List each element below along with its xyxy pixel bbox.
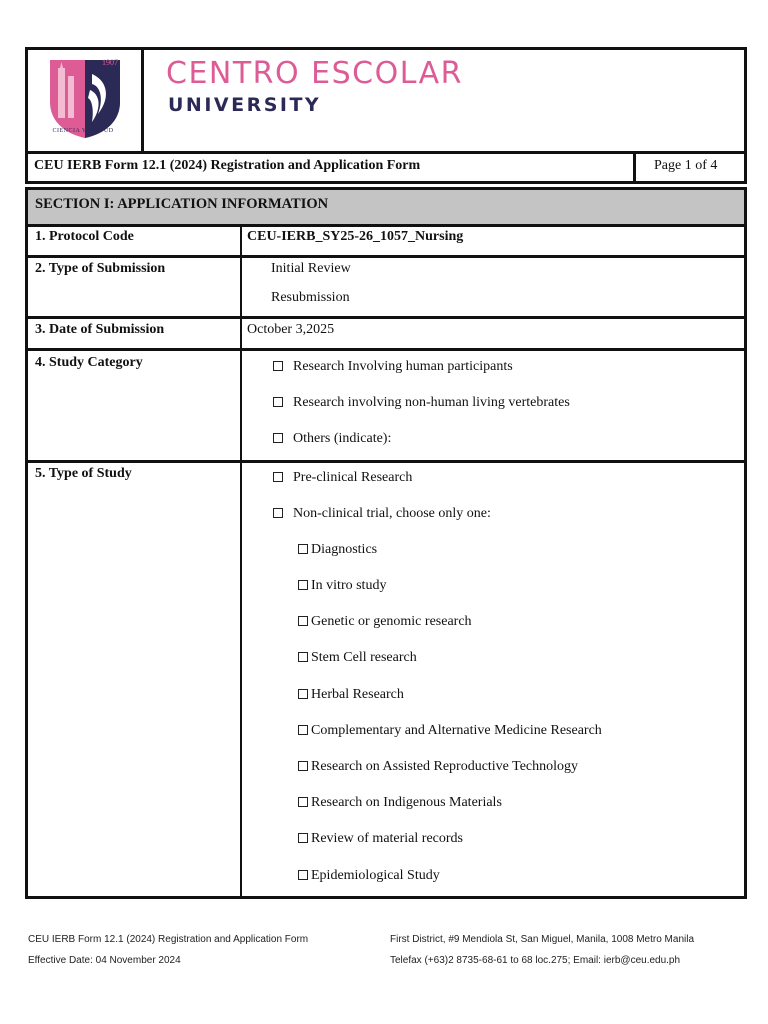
row-divider bbox=[28, 255, 744, 258]
section-header bbox=[28, 190, 744, 227]
subtype-label: Diagnostics bbox=[311, 542, 378, 557]
checkbox-icon[interactable] bbox=[273, 397, 283, 407]
checkbox-icon[interactable] bbox=[298, 544, 308, 554]
form-title: CEU IERB Form 12.1 (2024) Registration and Application Form bbox=[34, 158, 421, 173]
page-number-cell bbox=[633, 154, 744, 184]
study-option-preclinical[interactable] bbox=[273, 470, 412, 486]
subtype-herbal[interactable] bbox=[298, 687, 404, 703]
category-option-label: Research involving non-human living vertebrates bbox=[293, 395, 570, 410]
form-title-row bbox=[28, 151, 744, 184]
subtype-stem-cell[interactable] bbox=[298, 650, 417, 666]
category-option-label: Others (indicate): bbox=[293, 431, 392, 446]
checkbox-icon[interactable] bbox=[298, 833, 308, 843]
page-number: Page 1 of 4 bbox=[654, 158, 718, 173]
submission-type-label: 2. Type of Submission bbox=[35, 261, 166, 276]
footer-form-name: CEU IERB Form 12.1 (2024) Registration and Application Form bbox=[28, 934, 309, 945]
subtype-indigenous[interactable] bbox=[298, 795, 502, 811]
section-title: SECTION I: APPLICATION INFORMATION bbox=[35, 196, 329, 212]
study-option-label: Pre-clinical Research bbox=[293, 470, 413, 485]
checkbox-icon[interactable] bbox=[273, 361, 283, 371]
subtype-label: Epidemiological Study bbox=[311, 868, 440, 883]
study-option-nonclinical[interactable] bbox=[273, 506, 491, 522]
subtype-label: Complementary and Alternative Medicine Research bbox=[311, 723, 602, 738]
row-divider bbox=[28, 348, 744, 351]
study-option-label: Non-clinical trial, choose only one: bbox=[293, 506, 491, 521]
category-option-others[interactable] bbox=[273, 431, 391, 447]
checkbox-icon[interactable] bbox=[298, 725, 308, 735]
checkbox-icon[interactable] bbox=[298, 870, 308, 880]
subtype-reproductive[interactable] bbox=[298, 759, 578, 775]
category-option-human[interactable] bbox=[273, 359, 513, 375]
logo-cell bbox=[28, 50, 144, 151]
subtype-epidemiological[interactable] bbox=[298, 868, 440, 884]
column-divider bbox=[240, 224, 242, 896]
checkbox-icon[interactable] bbox=[273, 472, 283, 482]
submission-date-label: 3. Date of Submission bbox=[35, 322, 165, 337]
university-name-cell bbox=[144, 50, 744, 151]
study-category-label: 4. Study Category bbox=[35, 355, 143, 370]
protocol-code-value: CEU-IERB_SY25-26_1057_Nursing bbox=[247, 229, 464, 244]
subtype-complementary[interactable] bbox=[298, 723, 602, 739]
subtype-label: Stem Cell research bbox=[311, 650, 417, 665]
subtype-label: In vitro study bbox=[311, 578, 387, 593]
category-option-vertebrates[interactable] bbox=[273, 395, 570, 411]
checkbox-icon[interactable] bbox=[298, 580, 308, 590]
university-name-line2: UNIVERSITY bbox=[168, 94, 322, 116]
subtype-material-records[interactable] bbox=[298, 831, 463, 847]
category-option-label: Research Involving human participants bbox=[293, 359, 513, 374]
subtype-label: Research on Indigenous Materials bbox=[311, 795, 502, 810]
subtype-label: Research on Assisted Reproductive Technology bbox=[311, 759, 579, 774]
protocol-code-label: 1. Protocol Code bbox=[35, 229, 134, 244]
logo-year: 1907 bbox=[102, 58, 118, 67]
checkbox-icon[interactable] bbox=[298, 761, 308, 771]
subtype-label: Genetic or genomic research bbox=[311, 614, 472, 629]
checkbox-icon[interactable] bbox=[298, 689, 308, 699]
row-divider bbox=[28, 316, 744, 319]
submission-option-resubmission[interactable]: Resubmission bbox=[271, 290, 350, 305]
checkbox-icon[interactable] bbox=[298, 797, 308, 807]
application-information-table bbox=[25, 187, 747, 899]
form-header bbox=[25, 47, 747, 184]
checkbox-icon[interactable] bbox=[273, 433, 283, 443]
subtype-diagnostics[interactable] bbox=[298, 542, 377, 558]
footer-contact: Telefax (+63)2 8735-68-61 to 68 loc.275; Email: ierb@ceu.edu.ph bbox=[390, 955, 681, 966]
submission-date-value: October 3,2025 bbox=[247, 322, 335, 337]
university-name-line1: CENTRO ESCOLAR bbox=[166, 56, 463, 91]
checkbox-icon[interactable] bbox=[298, 652, 308, 662]
submission-option-initial-review[interactable]: Initial Review bbox=[271, 261, 351, 276]
checkbox-icon[interactable] bbox=[298, 616, 308, 626]
subtype-in-vitro[interactable] bbox=[298, 578, 386, 594]
checkbox-icon[interactable] bbox=[273, 508, 283, 518]
footer-effective-date: Effective Date: 04 November 2024 bbox=[28, 955, 181, 966]
subtype-genetic[interactable] bbox=[298, 614, 472, 630]
subtype-label: Review of material records bbox=[311, 831, 463, 846]
study-type-label: 5. Type of Study bbox=[35, 466, 132, 481]
footer-address: First District, #9 Mendiola St, San Miguel, Manila, 1008 Metro Manila bbox=[390, 934, 695, 945]
row-divider bbox=[28, 460, 744, 463]
subtype-label: Herbal Research bbox=[311, 687, 404, 702]
logo-motto: CIENCIA Y VIRTUD bbox=[52, 128, 114, 134]
